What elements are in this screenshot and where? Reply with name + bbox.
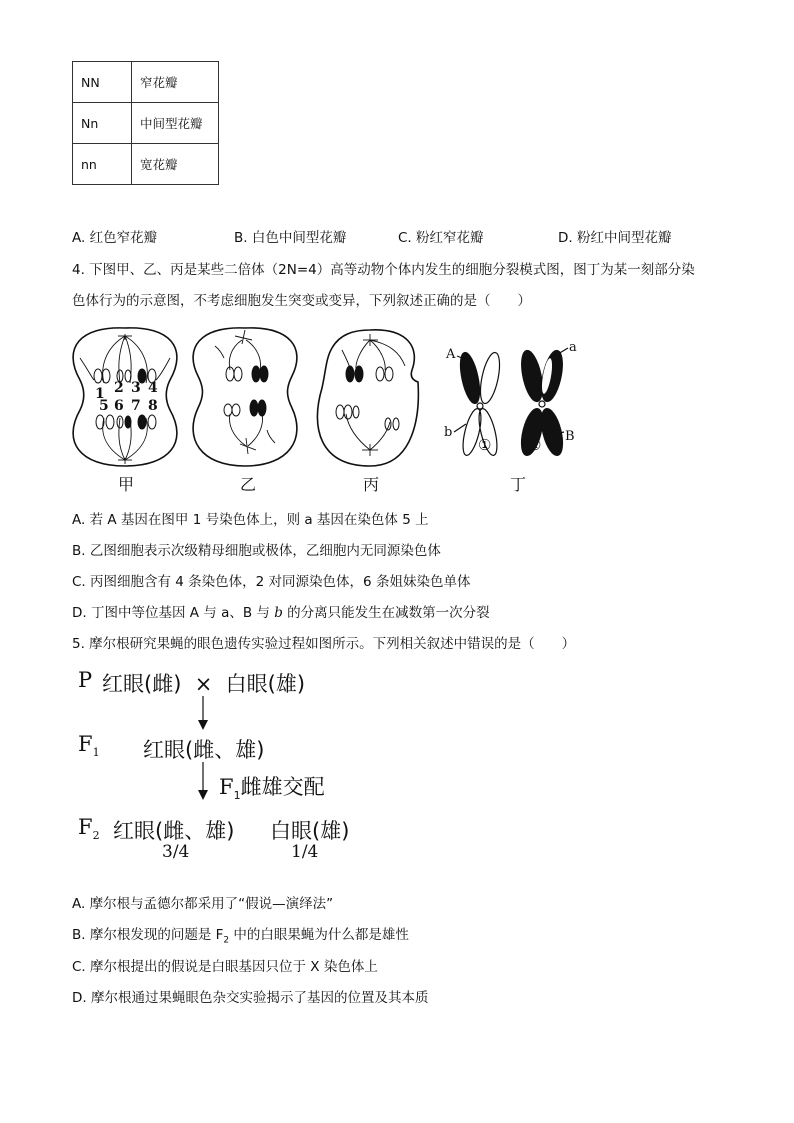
q4-stem-line1: 4. 下图甲、乙、丙是某些二倍体（2N=4）高等动物个体内发生的细胞分裂模式图，图丁为某一刻部分染 — [72, 262, 695, 278]
allele-label-B: B — [565, 429, 575, 444]
q4-option-d-text: D. 丁图中等位基因 A 与 a、B 与 — [72, 605, 275, 621]
allele-label-A: A — [446, 347, 456, 362]
f2-white-eye: 白眼(雄) — [270, 819, 350, 843]
table-row — [73, 62, 219, 103]
f1-phenotype: 红眼(雌、雄) — [143, 738, 265, 762]
figure-label-two: ② — [528, 436, 542, 454]
q5-option-b: B. 摩尔根发现的问题是 $F_2$ 中的白眼果蝇为什么都是雄性 — [72, 927, 409, 946]
chromosome-number: 2 — [114, 380, 124, 396]
f1-label: $F_1$ — [78, 732, 100, 760]
q5-stem: 5. 摩尔根研究果蝇的眼色遗传实验过程如图所示。下列相关叙述中错误的是（ ） — [72, 636, 576, 652]
cell-bing-membrane — [317, 330, 418, 466]
phenotype-cell: 宽花瓣 — [132, 144, 219, 185]
f1-mating: $F_1$雌雄交配 — [219, 775, 325, 803]
chromosome-2 — [517, 348, 568, 457]
chromosome-number: 1 — [95, 386, 105, 402]
ratio-red: 3/4 — [162, 842, 190, 862]
chromosomes-bing — [336, 366, 399, 430]
q4-option-d-tail: 的分离只能发生在减数第一次分裂 — [282, 605, 490, 621]
spindle-bing — [342, 334, 405, 456]
caption-jia: 甲 — [118, 475, 135, 494]
q3-option-b: B. 白色中间型花瓣 — [234, 230, 347, 246]
phenotype-cell: 中间型花瓣 — [132, 103, 219, 144]
table-row — [73, 144, 219, 185]
q4-option-b: B. 乙图细胞表示次级精母细胞或极体，乙细胞内无同源染色体 — [72, 543, 441, 559]
ratio-white: 1/4 — [291, 842, 319, 862]
cell-jia-membrane — [73, 328, 177, 466]
q5-option-a: A. 摩尔根与孟德尔都采用了“假说—演绎法” — [72, 896, 334, 912]
spindle-yi — [215, 330, 275, 454]
caption-yi: 乙 — [240, 475, 257, 494]
p-cross: 红眼(雌) × 白眼(雄) — [102, 672, 306, 696]
q3-option-a: A. 红色窄花瓣 — [72, 230, 158, 246]
q3-option-c: C. 粉红窄花瓣 — [398, 230, 484, 246]
q4-option-c: C. 丙图细胞含有 4 条染色体，2 对同源染色体，6 条姐妹染色单体 — [72, 574, 471, 590]
p-label: P — [78, 668, 93, 692]
genotype-cell: nn — [73, 144, 132, 185]
allele-label-b: b — [444, 425, 453, 440]
chromosome-number: 5 — [99, 398, 109, 414]
allele-b: b — [274, 605, 283, 621]
chromosome-number: 8 — [148, 398, 158, 414]
chromosome-number: 3 — [131, 380, 141, 396]
genotype-cell: Nn — [73, 103, 132, 144]
q5-option-c: C. 摩尔根提出的假说是白眼基因只位于 X 染色体上 — [72, 959, 378, 975]
chromosomes-yi — [224, 366, 268, 416]
f2-red-eye: 红眼(雌、雄) — [113, 819, 235, 843]
chromosome-numbers — [95, 380, 158, 414]
allele-label-a: a — [569, 340, 577, 355]
genotype-table — [72, 61, 219, 185]
q4-option-d — [72, 601, 490, 621]
f2-label: $F_2$ — [78, 815, 100, 843]
caption-bing: 丙 — [363, 475, 380, 494]
q5-option-d: D. 摩尔根通过果蝇眼色杂交实验揭示了基因的位置及其本质 — [72, 990, 429, 1006]
table-row — [73, 103, 219, 144]
chromosome-number: 7 — [131, 398, 141, 414]
q4-option-a: A. 若 A 基因在图甲 1 号染色体上，则 a 基因在染色体 5 上 — [72, 512, 429, 528]
cell-division-figure — [70, 318, 600, 498]
chromosome-number: 4 — [148, 380, 158, 396]
q3-option-d: D. 粉红中间型花瓣 — [558, 230, 672, 246]
figure-label-one: ① — [478, 436, 492, 454]
phenotype-cell: 窄花瓣 — [132, 62, 219, 103]
chromosome-number: 6 — [114, 398, 124, 414]
genotype-cell: NN — [73, 62, 132, 103]
caption-ding: 丁 — [510, 475, 527, 494]
q4-stem-line2: 色体行为的示意图，不考虑细胞发生突变或变异，下列叙述正确的是（ ） — [72, 293, 531, 309]
